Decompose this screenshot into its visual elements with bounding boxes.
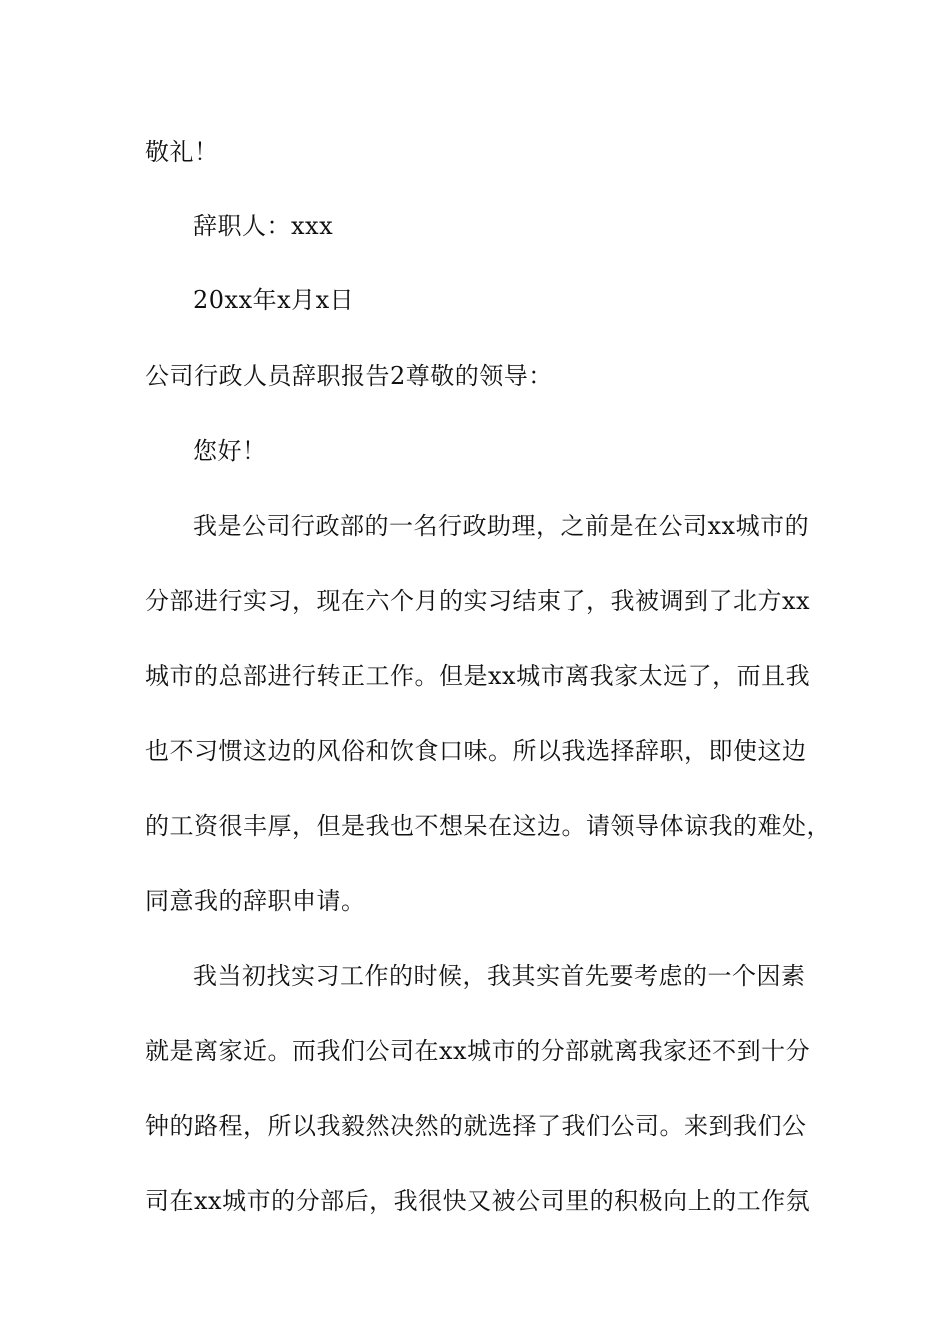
signature-date: 20xx年x月x日 bbox=[193, 286, 355, 314]
paragraph-line: 钟的路程，所以我毅然决然的就选择了我们公司。来到我们公 bbox=[145, 1112, 807, 1140]
paragraph-line: 我是公司行政部的一名行政助理，之前是在公司xx城市的 bbox=[193, 512, 810, 540]
paragraph-line: 的工资很丰厚，但是我也不想呆在这边。请领导体谅我的难处， bbox=[145, 812, 831, 840]
closing-salutation: 敬礼！ bbox=[145, 138, 219, 166]
paragraph-line: 我当初找实习工作的时候，我其实首先要考虑的一个因素 bbox=[193, 962, 806, 990]
resigner-signature: 辞职人：xxx bbox=[193, 212, 334, 240]
greeting: 您好！ bbox=[193, 437, 267, 465]
paragraph-line: 城市的总部进行转正工作。但是xx城市离我家太远了，而且我 bbox=[145, 662, 811, 690]
paragraph-line: 司在xx城市的分部后，我很快又被公司里的积极向上的工作氛 bbox=[145, 1187, 811, 1215]
section-heading: 公司行政人员辞职报告2尊敬的领导： bbox=[145, 362, 553, 390]
paragraph-line: 同意我的辞职申请。 bbox=[145, 887, 366, 915]
paragraph-line: 分部进行实习，现在六个月的实习结束了，我被调到了北方xx bbox=[145, 587, 811, 615]
paragraph-line: 就是离家近。而我们公司在xx城市的分部就离我家还不到十分 bbox=[145, 1037, 811, 1065]
paragraph-line: 也不习惯这边的风俗和饮食口味。所以我选择辞职，即使这边 bbox=[145, 737, 807, 765]
